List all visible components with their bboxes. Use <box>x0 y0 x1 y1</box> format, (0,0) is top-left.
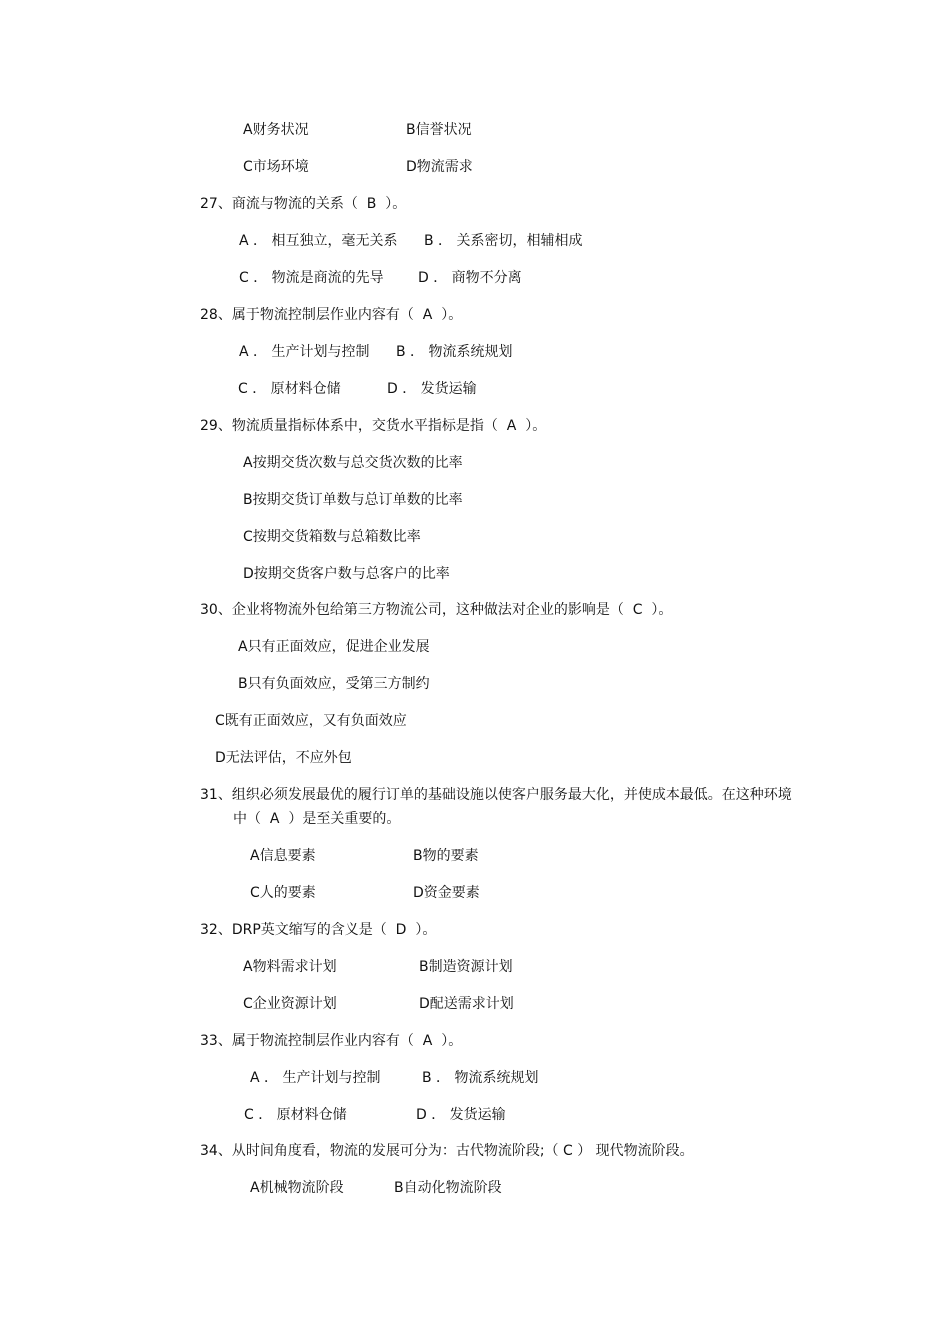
question-line: 31、组织必须发展最优的履行订单的基础设施以使客户服务最大化，并使成本最低。在这种环境 <box>200 787 792 803</box>
question-line: 30、企业将物流外包给第三方物流公司，这种做法对企业的影响是（ C ）。 <box>200 602 673 618</box>
option-line: D ． 发货运输 <box>387 381 477 397</box>
option-line: B物的要素 <box>413 848 479 864</box>
option-line: B制造资源计划 <box>419 959 513 975</box>
option-line: B ． 物流系统规划 <box>422 1070 539 1086</box>
question-line: 33、属于物流控制层作业内容有（ A ）。 <box>200 1033 463 1049</box>
option-line: C企业资源计划 <box>243 996 337 1012</box>
option-line: A ． 生产计划与控制 <box>250 1070 381 1086</box>
option-line: A ． 相互独立，毫无关系 <box>239 233 398 249</box>
option-line: A信息要素 <box>250 848 316 864</box>
option-line: B自动化物流阶段 <box>394 1180 502 1196</box>
option-line: C ． 原材料仓储 <box>238 381 341 397</box>
option-line: B按期交货订单数与总订单数的比率 <box>243 492 463 508</box>
question-line: 28、属于物流控制层作业内容有（ A ）。 <box>200 307 463 323</box>
question-line: 中（ A ）是至关重要的。 <box>233 811 401 827</box>
option-line: B信誉状况 <box>406 122 472 138</box>
option-line: B ． 物流系统规划 <box>396 344 513 360</box>
option-line: C既有正面效应，又有负面效应 <box>215 713 407 729</box>
option-line: C人的要素 <box>250 885 316 901</box>
option-line: D ． 商物不分离 <box>418 270 522 286</box>
option-line: C市场环境 <box>243 159 309 175</box>
option-line: C按期交货箱数与总箱数比率 <box>243 529 421 545</box>
option-line: A按期交货次数与总交货次数的比率 <box>243 455 463 471</box>
option-line: C ． 原材料仓储 <box>244 1107 347 1123</box>
option-line: D资金要素 <box>413 885 480 901</box>
question-line: 27、商流与物流的关系（ B ）。 <box>200 196 407 212</box>
option-line: A机械物流阶段 <box>250 1180 344 1196</box>
option-line: D物流需求 <box>406 159 473 175</box>
option-line: A财务状况 <box>243 122 309 138</box>
option-line: A只有正面效应，促进企业发展 <box>238 639 430 655</box>
option-line: D按期交货客户数与总客户的比率 <box>243 566 450 582</box>
option-line: D配送需求计划 <box>419 996 514 1012</box>
question-line: 32、DRP英文缩写的含义是（ D ）。 <box>200 922 437 938</box>
option-line: A ． 生产计划与控制 <box>239 344 370 360</box>
option-line: D ． 发货运输 <box>416 1107 506 1123</box>
option-line: B只有负面效应，受第三方制约 <box>238 676 430 692</box>
option-line: C ． 物流是商流的先导 <box>239 270 384 286</box>
question-line: 29、物流质量指标体系中，交货水平指标是指（ A ）。 <box>200 418 547 434</box>
option-line: A物料需求计划 <box>243 959 337 975</box>
option-line: B ． 关系密切，相辅相成 <box>424 233 583 249</box>
question-line: 34、从时间角度看，物流的发展可分为：古代物流阶段;（ C ） 现代物流阶段。 <box>200 1143 694 1159</box>
option-line: D无法评估，不应外包 <box>215 750 352 766</box>
